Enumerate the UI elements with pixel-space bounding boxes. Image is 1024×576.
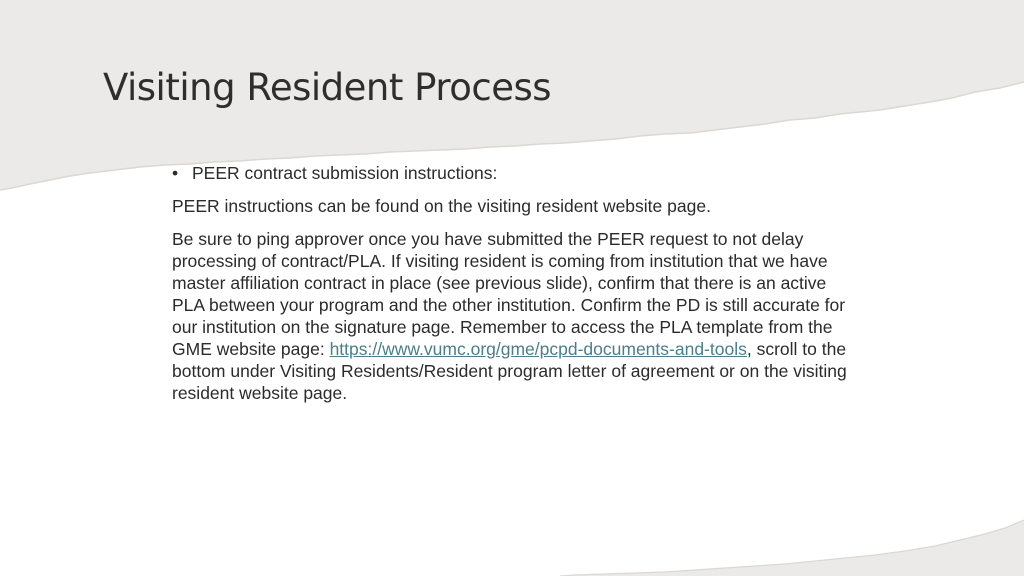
bottom-torn-paper-band xyxy=(560,520,1024,576)
bullet-marker: • xyxy=(172,163,179,183)
paragraph-peer-instructions: PEER instructions can be found on the visiting resident website page. xyxy=(172,196,711,216)
slide-body xyxy=(172,162,862,415)
gme-documents-link[interactable]: https://www.vumc.org/gme/pcpd-documents-and-tools xyxy=(329,339,747,359)
slide-title: Visiting Resident Process xyxy=(103,66,552,109)
bullet-text: PEER contract submission instructions: xyxy=(192,163,498,183)
paragraph-text-after-link: , scroll to the bottom under Visiting Residents/Resident program letter of agreement or on the visiting resident website page. xyxy=(172,339,847,403)
paragraph-text-before-link: Be sure to ping approver once you have submitted the PEER request to not delay processing of contract/PLA. If visiting resident is coming from institution that we have master affiliation contract in place (see previous slide), confirm that there is an active PLA between your program and the other institution. Confirm the PD is still accurate for our institution on the signature page. Remember to access the PLA template from the GME website page: xyxy=(172,229,846,359)
bullet-item xyxy=(172,162,862,184)
paragraph-pla-instructions xyxy=(172,228,862,404)
